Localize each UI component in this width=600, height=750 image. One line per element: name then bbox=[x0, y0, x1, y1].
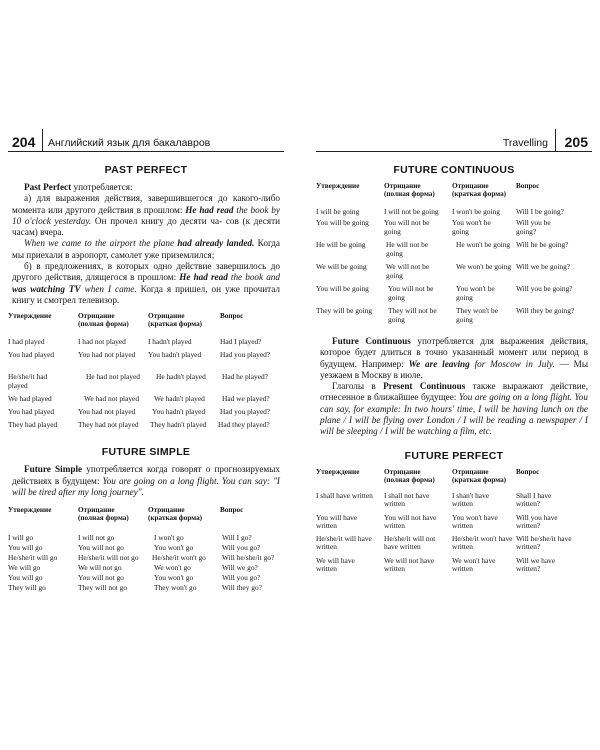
section-title-future-simple: FUTURE SIMPLE bbox=[101, 446, 191, 459]
column-header bbox=[148, 506, 202, 522]
table-cell: Will you go? bbox=[222, 573, 261, 583]
column-subheader: (краткая форма) bbox=[452, 190, 507, 198]
text: Глаголы в bbox=[332, 381, 384, 392]
translation: — Мы уезжаем в Москву в июле. bbox=[320, 358, 588, 380]
example: to the airport the plane bbox=[81, 238, 178, 249]
column-header bbox=[452, 468, 506, 484]
table-cell: You will not go bbox=[78, 573, 124, 583]
translation: Когда я пришел, он уже прочитал книгу и смотрел телевизор. bbox=[12, 283, 280, 305]
table-cell: You will go bbox=[8, 543, 43, 553]
table-cell: They won't be going bbox=[456, 306, 498, 324]
example: when I came. bbox=[80, 283, 137, 294]
example: You are going on a long flight. You can say, for example: In two hours' time, I will be having lunch on the plane / I will be flying over London / I will be reading a newspaper / I will be sleeping / I will be watching a film, etc. bbox=[320, 392, 588, 437]
table-cell: I will go bbox=[8, 533, 34, 543]
table-cell: They will not be going bbox=[388, 306, 437, 324]
section-title-future-continuous: FUTURE CONTINUOUS bbox=[393, 164, 515, 176]
future-simple-text bbox=[8, 464, 284, 498]
table-cell: You had not played bbox=[78, 350, 136, 360]
table-cell: You had not played bbox=[78, 407, 136, 417]
table-cell: Had you played? bbox=[220, 407, 271, 417]
table-cell: They had played bbox=[8, 420, 58, 430]
table-cell: We will not be going bbox=[386, 262, 430, 280]
table-cell: He/she/it will not have written bbox=[384, 533, 436, 552]
column-header: Вопрос bbox=[516, 467, 540, 476]
table-cell: He/she/it will have written bbox=[316, 533, 372, 552]
column-header bbox=[384, 182, 435, 198]
column-header-label: Отрицание bbox=[78, 312, 115, 321]
table-cell: You hadn't played bbox=[148, 350, 202, 360]
translation: Он прочел книгу до десяти ча- сов (к десяти часам) вчера. bbox=[12, 215, 281, 238]
table-cell: I won't be going bbox=[452, 207, 500, 216]
table-cell: Had I played? bbox=[220, 337, 262, 347]
table-cell: We will have written bbox=[316, 555, 355, 574]
example: the book and bbox=[227, 272, 280, 283]
table-cell: He hadn't played bbox=[156, 372, 206, 382]
table-cell: Had they played? bbox=[218, 420, 270, 430]
table-cell: They will not go bbox=[78, 583, 128, 593]
column-header: Утверждение bbox=[316, 467, 360, 476]
table-cell: I had not played bbox=[78, 337, 126, 347]
text: употребляется: bbox=[71, 182, 133, 192]
header-divider bbox=[555, 129, 556, 151]
table-cell: I shall not have written bbox=[384, 490, 430, 509]
column-header-label: Отрицание bbox=[452, 182, 489, 190]
table-cell: You will be going bbox=[316, 218, 369, 227]
table-cell: You will be going bbox=[316, 284, 369, 293]
table-cell: You won't be going bbox=[452, 218, 491, 236]
table-cell: Will I go? bbox=[222, 533, 252, 543]
column-subheader: (краткая форма) bbox=[148, 320, 203, 329]
left-page bbox=[8, 133, 284, 710]
column-header: Утверждение bbox=[8, 506, 52, 515]
table-cell: We will go bbox=[8, 563, 41, 573]
column-header-label: Отрицание bbox=[148, 312, 185, 321]
text: также выражают действие, отнесенное в ближайшее будущее: bbox=[320, 381, 589, 403]
text: а) для выражения действия, завершившегося до какого-либо момента или другого действия в прошлом: bbox=[12, 193, 280, 215]
text: б) в предложениях, в которых одно действие завершилось до другого действия, длящегося в прошлом: bbox=[12, 261, 280, 283]
table-cell: They will be going bbox=[316, 306, 373, 315]
table-cell: Will he/she/it go? bbox=[222, 553, 275, 563]
table-cell: We hadn't played bbox=[154, 394, 205, 404]
column-header: Вопрос bbox=[516, 182, 540, 190]
table-cell: He/she/it won't have written bbox=[452, 533, 513, 552]
example: for Moscow in July. bbox=[469, 358, 555, 369]
table-cell: Had you played? bbox=[220, 350, 271, 360]
column-subheader: (полная форма) bbox=[384, 190, 435, 198]
column-subheader: (полная форма) bbox=[78, 320, 129, 329]
table-cell: Will he/she/it have written? bbox=[516, 533, 572, 552]
page-number: 204 bbox=[12, 134, 36, 150]
future-simple-table bbox=[8, 506, 284, 618]
column-header-label: Отрицание bbox=[384, 182, 421, 190]
table-cell: I shall have written bbox=[316, 490, 373, 500]
future-continuous-text bbox=[316, 336, 592, 438]
future-perfect-table bbox=[316, 468, 592, 578]
table-cell: You will have written bbox=[316, 512, 358, 531]
column-subheader: (краткая форма) bbox=[452, 475, 507, 484]
running-title: Travelling bbox=[502, 137, 548, 149]
text: употребляется когда говорят о прогнозируемых действиях в будущем: bbox=[12, 464, 280, 486]
table-cell: Shall I have written? bbox=[516, 490, 552, 509]
example-bold: had already landed. bbox=[177, 238, 255, 249]
right-page-header bbox=[316, 133, 592, 152]
right-page bbox=[316, 133, 592, 710]
example-bold: We are leaving bbox=[408, 358, 470, 369]
term: Future Continuous bbox=[332, 336, 411, 346]
page-number: 205 bbox=[564, 134, 588, 150]
table-cell: We won't go bbox=[154, 563, 191, 573]
table-cell: You had played bbox=[8, 407, 55, 417]
table-cell: We will be going bbox=[316, 262, 367, 271]
column-header-label: Отрицание bbox=[78, 506, 115, 515]
table-cell: Will they go? bbox=[222, 583, 262, 593]
table-cell: He/she/it will go bbox=[8, 553, 58, 563]
table-cell: He won't be going bbox=[456, 240, 511, 249]
column-header bbox=[452, 182, 506, 198]
column-header-label: Отрицание bbox=[148, 506, 185, 515]
table-cell: We won't have written bbox=[452, 555, 496, 574]
table-cell: We will not have written bbox=[384, 555, 435, 574]
table-cell: You will not go bbox=[78, 543, 124, 553]
table-cell: He will be going bbox=[316, 240, 366, 249]
table-cell: Will I be going? bbox=[516, 207, 564, 216]
term: Present Continuous bbox=[383, 381, 466, 392]
table-cell: Had he played? bbox=[222, 372, 268, 382]
column-subheader: (полная форма) bbox=[78, 514, 129, 523]
column-header: Утверждение bbox=[8, 312, 52, 321]
table-cell: Will we go? bbox=[222, 563, 258, 573]
left-page-header bbox=[8, 133, 284, 152]
example: the book by 10 o'clock yesterday. bbox=[12, 204, 280, 226]
table-cell: You will not have written bbox=[384, 512, 437, 531]
term: Past Perfect bbox=[24, 182, 72, 192]
table-cell: Will you have written? bbox=[516, 512, 558, 531]
table-cell: We won't be going bbox=[456, 262, 512, 271]
table-cell: I had played bbox=[8, 337, 45, 347]
translation: Когда мы приехали в аэропорт, самолет уже приземлился; bbox=[12, 238, 281, 260]
text: употребляется для выражения действия, которое будет длиться в точно указанный момент или период в будущем. Например: bbox=[320, 336, 588, 369]
table-cell: Will you be going? bbox=[516, 284, 573, 293]
table-cell: Will he be going? bbox=[516, 240, 569, 249]
term: Future Simple bbox=[24, 464, 83, 475]
example-bold: He had read bbox=[185, 204, 234, 215]
column-header-label: Отрицание bbox=[384, 467, 421, 476]
table-cell: I will be going bbox=[316, 207, 360, 216]
table-cell: I will not go bbox=[78, 533, 115, 543]
table-cell: They hadn't played bbox=[150, 420, 207, 430]
table-cell: Had we played? bbox=[222, 394, 270, 404]
table-cell: Will you go? bbox=[222, 543, 261, 553]
table-cell: You won't go bbox=[154, 543, 194, 553]
column-header: Вопрос bbox=[220, 312, 244, 321]
table-cell: I won't go bbox=[154, 533, 184, 543]
table-cell: Will they be going? bbox=[516, 306, 575, 315]
table-cell: We will not go bbox=[78, 563, 122, 573]
table-cell: You won't have written bbox=[452, 512, 498, 531]
table-cell: They had not played bbox=[78, 420, 139, 430]
table-cell: Will you be going? bbox=[516, 218, 551, 236]
table-cell: You will not be going bbox=[384, 218, 430, 236]
table-cell: We had played bbox=[8, 394, 52, 404]
table-cell: You will not be going bbox=[388, 284, 434, 302]
column-header: Утверждение bbox=[316, 182, 360, 190]
column-subheader: (краткая форма) bbox=[148, 514, 203, 523]
example-bold: was watching TV bbox=[12, 283, 81, 294]
table-cell: He/she/it had played bbox=[8, 372, 48, 390]
table-cell: Will we be going? bbox=[516, 262, 571, 271]
table-cell: We had not played bbox=[84, 394, 140, 404]
table-cell: You hadn't played bbox=[152, 407, 206, 417]
table-cell: You will go bbox=[8, 573, 43, 583]
table-cell: You had played bbox=[8, 350, 55, 360]
table-cell: I will not be going bbox=[384, 207, 439, 216]
table-cell: Will we have written? bbox=[516, 555, 556, 574]
section-title-past-perfect: PAST PERFECT bbox=[104, 164, 188, 176]
table-cell: They won't go bbox=[154, 583, 197, 593]
table-cell: You won't go bbox=[154, 573, 194, 583]
column-header bbox=[384, 468, 435, 484]
past-perfect-text bbox=[8, 182, 284, 306]
example: When we came bbox=[24, 238, 82, 249]
section-title-future-perfect: FUTURE PERFECT bbox=[404, 449, 504, 462]
table-cell: He/she/it will not go bbox=[78, 553, 139, 563]
column-header bbox=[78, 506, 129, 522]
past-perfect-table bbox=[8, 312, 284, 434]
table-cell: He will not be going bbox=[386, 240, 429, 258]
table-cell: He/she/it won't go bbox=[152, 553, 206, 563]
table-cell: I hadn't played bbox=[148, 337, 192, 347]
running-title: Английский язык для бакалавров bbox=[48, 137, 211, 149]
table-cell: They will go bbox=[8, 583, 46, 593]
table-cell: You won't be going bbox=[456, 284, 495, 302]
table-cell: I shan't have written bbox=[452, 490, 490, 509]
column-header bbox=[78, 312, 129, 328]
example-bold: He had read bbox=[179, 272, 228, 283]
column-header bbox=[148, 312, 202, 328]
column-subheader: (полная форма) bbox=[384, 475, 435, 484]
header-divider bbox=[42, 129, 43, 151]
example: You are going on a long flight. You can say: "I will be tired after my long journey". bbox=[12, 475, 280, 497]
column-header: Вопрос bbox=[220, 506, 244, 515]
column-header-label: Отрицание bbox=[452, 467, 489, 476]
future-continuous-table bbox=[316, 182, 592, 328]
table-cell: He had not played bbox=[86, 372, 140, 382]
